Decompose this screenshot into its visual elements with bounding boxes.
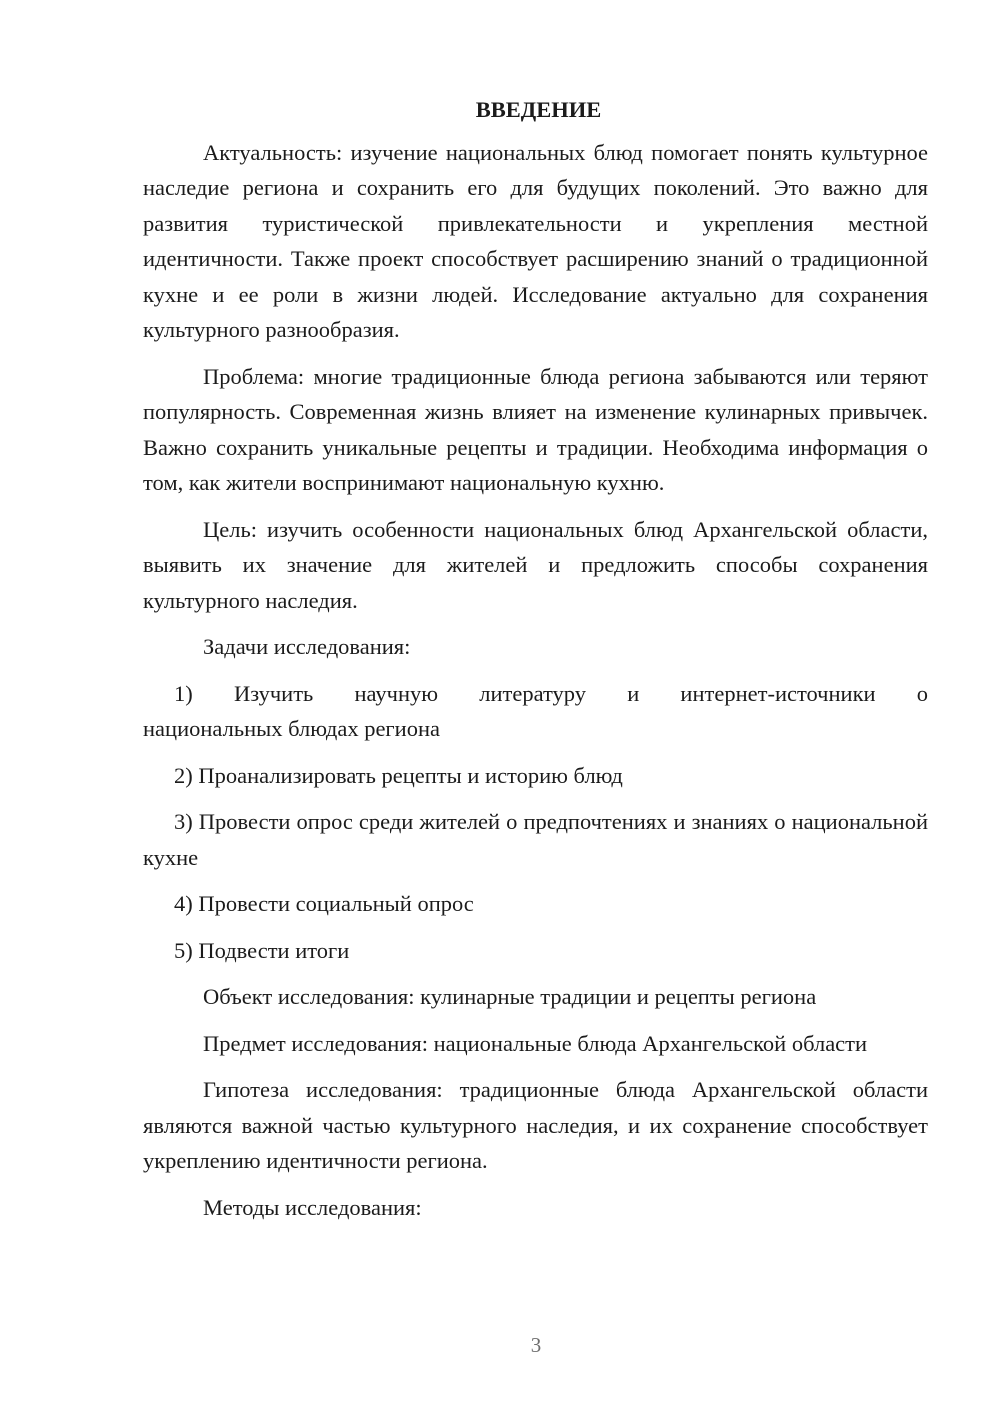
list-item: 4) Провести социальный опрос xyxy=(174,891,474,916)
hypothesis-paragraph: Гипотеза исследования: традиционные блюда Архангельской области являются важной частью культурного наследия, и их сохранение способствует укреплению идентичности региона. xyxy=(143,1077,928,1173)
list-item: 5) Подвести итоги xyxy=(174,937,350,963)
page-number: 3 xyxy=(530,1333,542,1357)
goal-paragraph: Цель: изучить особенности национальных блюд Архангельской области, выявить их значение для жителей и предложить способы сохранения культурного наследия. xyxy=(143,516,928,613)
list-item: 1) Изучить научную литературу и интернет-источники о xyxy=(174,680,928,706)
object-paragraph: Объект исследования: кулинарные традиции и рецепты региона xyxy=(203,984,817,1009)
subject-paragraph: Предмет исследования: национальные блюда Архангельской области xyxy=(203,1030,868,1056)
list-item: 2) Проанализировать рецепты и историю блюд xyxy=(174,762,623,788)
section-title: ВВЕДЕНИЕ xyxy=(475,97,602,122)
list-item-continuation: национальных блюдах региона xyxy=(143,716,440,741)
document-page xyxy=(143,92,928,1236)
tasks-list xyxy=(143,676,928,969)
problem-paragraph: Проблема: многие традиционные блюда региона забываются или теряют популярность. Современная жизнь влияет на изменение кулинарных привычек. Важно сохранить уникальные рецепты и традиции. Необходима информация о том, как жители воспринимают национальную кухню. xyxy=(143,363,928,495)
tasks-heading: Задачи исследования: xyxy=(203,634,411,659)
relevance-paragraph: Актуальность: изучение национальных блюд помогает понять культурное наследие региона и сохранить его для будущих поколений. Это важно для развития туристической привлекательности и укрепления местной идентичности. Также проект способствует расширению знаний о традиционной кухне и ее роли в жизни людей. Исследование актуально для сохранения культурного разнообразия. xyxy=(143,139,928,342)
methods-paragraph: Методы исследования: xyxy=(203,1194,422,1220)
list-item: 3) Провести опрос среди жителей о предпочтениях и знаниях о национальной кухне xyxy=(143,809,928,870)
